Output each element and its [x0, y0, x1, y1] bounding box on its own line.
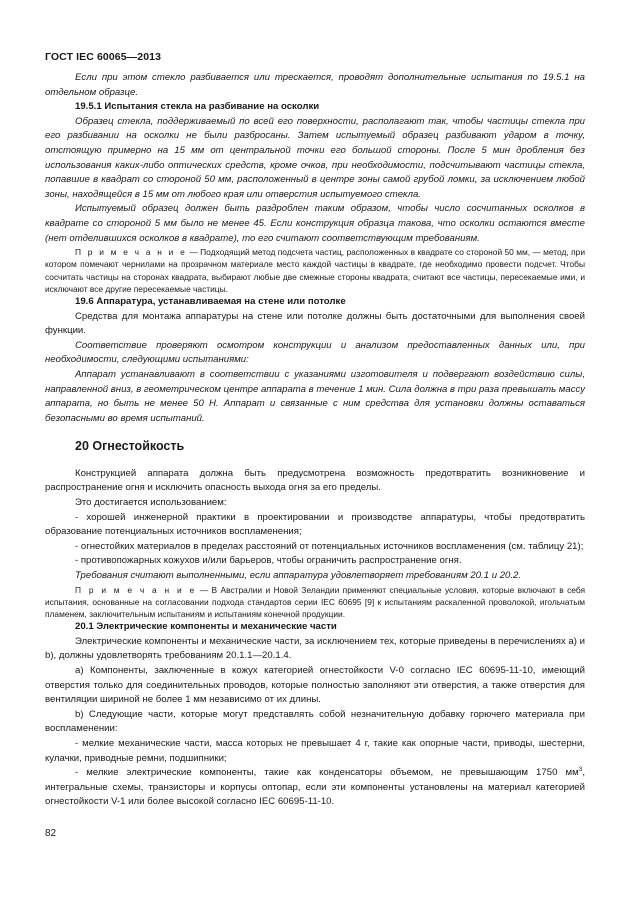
list-item: - мелкие электрические компоненты, такие как конденсаторы объемом, не превышающим 1750 $мм^3$, интегральные схемы, транзисторы и корпусы оптопар, если эти компоненты установлены на материал категорией огнестойкости V-1 или более высокой согласно IEC 60695-11-10.: [45, 765, 585, 808]
document-header: ГОСТ IEC 60065—2013: [45, 51, 162, 63]
paragraph: Аппарат устанавливают в соответствии с указаниями изготовителя и подвергают воздействию силы, направленной вниз, в геометрическом центре аппарата в течение 1 мин. Сила должна в три раза превышать массу аппарата, но быть не менее 50 Н. Аппарат и связанные с ним средства для установки должны оставаться безопасными во время испытаний.: [45, 368, 585, 424]
list-item: - хорошей инженерной практики в проектировании и производстве аппаратуры, чтобы предотвратить образование потенциальных источников воспламенения;: [45, 511, 585, 538]
paragraph: Соответствие проверяют осмотром конструкции и анализом предоставленных данных или, при необходимости, следующими испытаниями:: [45, 339, 585, 366]
note: [45, 246, 585, 295]
subsection-heading-19-5-1: 19.5.1 Испытания стекла на разбивание на осколки: [75, 101, 320, 113]
list-item: - противопожарных кожухов и/или барьеров, чтобы ограничить распространение огня.: [75, 555, 462, 567]
paragraph: b) Следующие части, которые могут представлять собой незначительную добавку горючего материала при воспламенении:: [45, 708, 585, 735]
paragraph: Образец стекла, поддерживаемый по всей его поверхности, располагают так, чтобы частицы стекла при его разбивании на осколки не были разбросаны. Затем испытуемый образец разбивают ударом в точку, отстоящую примерно на 15 мм от центральной точки его большой стороны. После 5 мин дробления без использования каких-либо оптических средств, кроме очков, при необходимости, подсчитывают частицы стекла, попавшие в квадрат со стороной 50 мм, расположенный в центре зоны самой грубой ломки, за исключением любой зоны, находящейся в 15 мм от любого края или отверстия испытуемого стекла.: [45, 115, 585, 200]
paragraph: Это достигается использованием:: [75, 497, 227, 509]
document-body: [45, 71, 585, 810]
paragraph: Если при этом стекло разбивается или трескается, проводят дополнительные испытания по 19.5.1 на отдельном образце.: [45, 72, 585, 98]
paragraph: а) Компоненты, заключенные в кожух категорией огнестойкости V-0 согласно IEC 60695-11-10, имеющий отверстия только для соединительных проводов, которые полностью заполняют эти отверстия, а также отверстия для вентиляции шириной не более 1 мм независимо от их длины.: [45, 665, 585, 706]
paragraph: Средства для монтажа аппаратуры на стене или потолке должны быть достаточными для выполнения своей функции.: [45, 310, 585, 337]
note-label: П р и м е ч а н и е: [75, 584, 197, 595]
list-item: - огнестойких материалов в пределах расстояний от потенциальных источников воспламенения (см. таблицу 21);: [75, 540, 584, 552]
note-text: — В Австралии и Новой Зеландии применяют специальные условия, которые включают в себя испытания, основанные на согласовании подхода стандартов серии IEC 60695 [9] к испытаниям раскаленной проволокой, игольчатым пламенем, заключительным испытаниям и испытаниям конечной продукции.: [45, 584, 585, 620]
paragraph: Требования считают выполненными, если аппаратура удовлетворяет требованиям 20.1 и 20.2.: [75, 570, 522, 582]
note: [45, 584, 585, 621]
page-number: 82: [45, 828, 57, 839]
subsection-heading-20-1: 20.1 Электрические компоненты и механические части: [75, 621, 337, 633]
chapter-heading-20: 20 Огнестойкость: [75, 439, 185, 454]
list-item: - мелкие механические части, масса которых не превышает 4 г, такие как опорные части, приводы, шестерни, кулачки, приводные ремни, подшипники;: [45, 737, 585, 764]
paragraph: Электрические компоненты и механические части, за исключением тех, которые приведены в перечислениях а) и b), должны удовлетворять требованиям 20.1.1—20.1.4.: [45, 635, 585, 662]
paragraph: Конструкцией аппарата должна быть предусмотрена возможность предотвратить возникновение и распространение огня и исключить опасность выхода огня за его пределы.: [45, 467, 585, 494]
note-label: П р и м е ч а н и е: [75, 247, 187, 258]
subsection-heading-19-6: 19.6 Аппаратура, устанавливаемая на стене или потолке: [75, 295, 346, 307]
paragraph: Испытуемый образец должен быть раздроблен таким образом, чтобы число сосчитанных осколков в квадрате со стороной 5 мм было не менее 45. Если конструкция образца такова, что осколки остаются вместе (нет отделившихся осколков в квадрате), то его считают соответствующим требованиям.: [45, 203, 585, 244]
note-text: — Подходящий метод подсчета частиц, расположенных в квадрате со стороной 50 мм, — метод, при котором помечают чернилами на прозрачном материале место каждой частицы в квадрате, где необходимо провести подсчет. Чтобы сосчитать частицы на сторонах квадрата, выбирают любые две смежные стороны квадрата, считают все частицы, пересекаемые ими, и исключают все другие пересекаемые частицы.: [45, 247, 585, 294]
